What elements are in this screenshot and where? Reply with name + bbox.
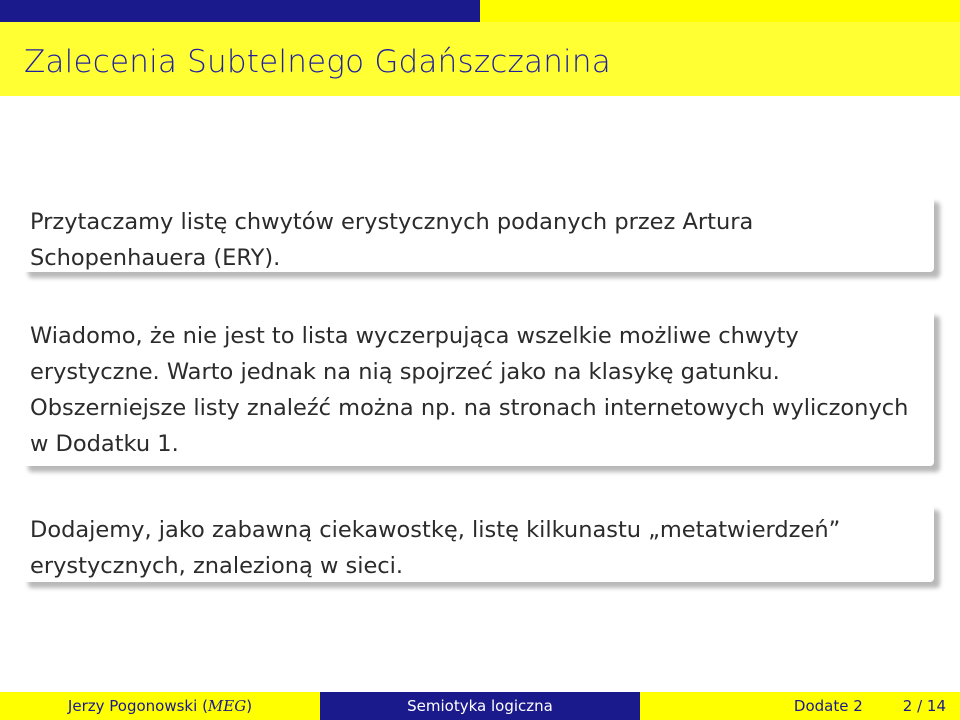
top-bar-navy-segment (0, 0, 480, 22)
footer-author-section[interactable] (0, 692, 320, 720)
content-block-2 (22, 310, 934, 466)
slide-title: Zalecenia Subtelnego Gdańszczanina (24, 44, 611, 80)
content-block-3 (22, 504, 934, 582)
top-bar-yellow-segment (480, 0, 960, 22)
footer-group-close: ) (246, 697, 253, 715)
footer-page-number: 2 / 14 (902, 697, 946, 715)
footer-section-info[interactable] (640, 692, 960, 720)
footer-bar (0, 692, 960, 720)
footer-section: Dodate 2 (793, 697, 863, 715)
footer-course: Semiotyka logiczna (407, 697, 553, 715)
footer-group-open: ( (202, 697, 208, 715)
content-block-1 (22, 196, 934, 272)
block-text-3: Dodajemy, jako zabawną ciekawostkę, listę kilkunastu „metatwierdzeń” erystycznych, znalezioną w sieci. (30, 517, 841, 579)
footer-author: Jerzy Pogonowski (67, 697, 198, 715)
top-bar (0, 0, 960, 22)
footer-course-section[interactable] (320, 692, 640, 720)
footer-group: MEG (207, 697, 247, 715)
block-text-2: Wiadomo, że nie jest to lista wyczerpująca wszelkie możliwe chwyty erystyczne. Warto jednak na nią spojrzeć jako na klasykę gatunku. Obszerniejsze listy znaleźć można np. na stronach internetowych wyliczonych w Dodatku 1. (30, 323, 909, 457)
block-text-1: Przytaczamy listę chwytów erystycznych podanych przez Artura Schopenhauera (ERY). (30, 209, 754, 271)
